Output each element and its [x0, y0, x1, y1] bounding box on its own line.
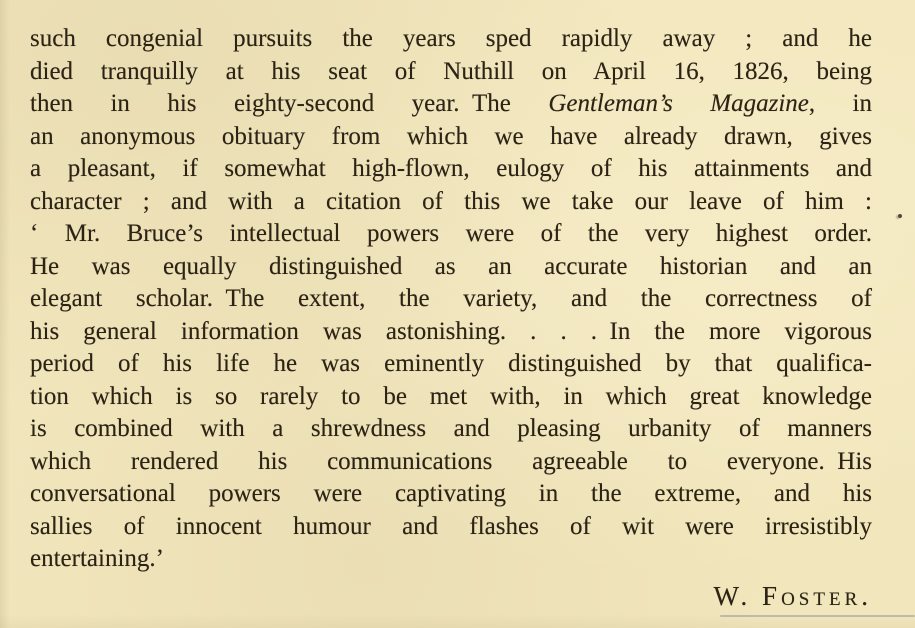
- text-line: [30, 283, 872, 316]
- scan-artifact-line: [720, 615, 915, 617]
- text-segment: sallies of innocent humour and flashes of wit were irresistibly: [30, 512, 872, 540]
- body-text: [30, 23, 872, 576]
- text-line: [30, 153, 872, 186]
- text-segment: elegant scholar. The extent, the variety, and the correctness of: [30, 285, 872, 312]
- text-segment: period of his life he was eminently distinguished by that qualifica-: [30, 350, 872, 377]
- text-segment: is combined with a shrewdness and pleasing urbanity of manners: [30, 415, 872, 442]
- text-line: [30, 478, 872, 511]
- text-segment: which rendered his communications agreeable to everyone. His: [30, 447, 872, 475]
- text-line: [30, 121, 872, 154]
- text-segment: such congenial pursuits the years sped rapidly away ; and he: [30, 25, 872, 52]
- text-segment: ‘ Mr. Bruce’s intellectual powers were of the very highest order.: [30, 220, 872, 247]
- text-line: [30, 381, 872, 414]
- text-segment: entertaining.’: [30, 545, 164, 572]
- text-line: [30, 413, 872, 446]
- text-line: [30, 446, 872, 479]
- text-segment: tion which is so rarely to be met with, in which great knowledge: [30, 382, 872, 410]
- text-segment: died tranquilly at his seat of Nuthill on April 16, 1826, being: [30, 57, 872, 85]
- text-line: [30, 186, 872, 219]
- text-line: [30, 88, 872, 121]
- text-segment: He was equally distinguished as an accurate historian and an: [30, 252, 872, 280]
- text-segment: character ; and with a citation of this we take our leave of him :: [30, 187, 872, 215]
- text-segment: then in his eighty-second year. The: [30, 90, 549, 117]
- text-line: [30, 348, 872, 381]
- signature: W. Foster.: [713, 580, 872, 611]
- text-segment: a pleasant, if somewhat high-flown, eulogy of his attainments and: [30, 155, 872, 182]
- text-segment: his general information was astonishing. . . . In the more vigorous: [30, 317, 872, 345]
- text-line: [30, 251, 872, 284]
- text-line: [30, 23, 872, 56]
- text-line: [30, 511, 872, 544]
- ink-speck: [898, 214, 902, 218]
- italic-text: Gentleman’s Magazine: [548, 90, 809, 117]
- text-line: [30, 316, 872, 349]
- text-segment: an anonymous obituary from which we have already drawn, gives: [30, 122, 872, 150]
- text-line: [30, 543, 872, 576]
- text-segment: conversational powers were captivating in the extreme, and his: [30, 480, 872, 507]
- text-line: [30, 56, 872, 89]
- text-segment: , in: [808, 90, 873, 117]
- text-line: [30, 218, 872, 251]
